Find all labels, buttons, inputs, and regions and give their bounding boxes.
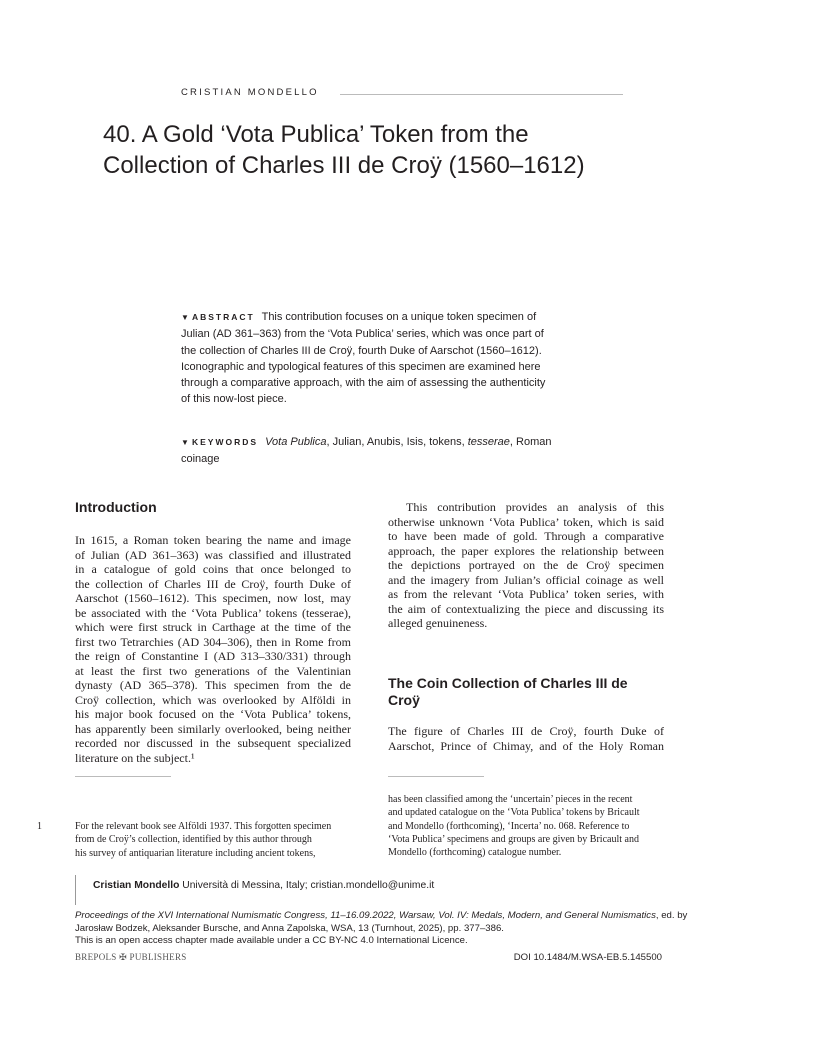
section2-paragraph	[388, 724, 664, 753]
author-running-head: CRISTIAN MONDELLO	[181, 87, 319, 98]
text-line: approach, the paper explores the relationship between	[388, 543, 664, 558]
affiliation-text: Università di Messina, Italy; cristian.mondello@unime.it	[182, 880, 435, 891]
footnote-line: his survey of antiquarian literature including ancient tokens,	[75, 847, 316, 859]
title-line: Collection of Charles III de Croÿ (1560–1612)	[103, 152, 585, 179]
heading-line: Croÿ	[388, 692, 420, 708]
affiliation-bar	[75, 875, 76, 905]
text-line: the collection of Charles III de Croÿ, fourth Duke of	[75, 576, 351, 591]
text-line: and the imagery from Julian’s official coinage as well	[388, 572, 664, 587]
text-line: the aim of contextualizing the piece and discussing its	[388, 601, 664, 616]
footnote-line: from de Croÿ’s collection, identified by this author through	[75, 834, 312, 846]
text-line: which were first struck in Carthage at the time of the	[75, 620, 351, 634]
text-line: Croÿ collection, which was overlooked by Alföldi in	[75, 692, 351, 707]
text-line: recorded nor discussed in the subsequent specialized	[75, 736, 351, 750]
proceedings-ed: , ed. by	[655, 910, 688, 921]
publisher-logo: BREPOLS ✠ PUBLISHERS	[75, 952, 187, 962]
abstract	[181, 309, 553, 408]
text-line: as from the relevant ‘Vota Publica’ token series, with	[388, 587, 664, 601]
author-name: Cristian Mondello	[93, 880, 180, 891]
footnote-line: and Mondello (forthcoming), ‘Incerta’ no. 068. Reference to	[388, 820, 630, 832]
keyword: tesserae	[467, 435, 510, 448]
text-line: The figure of Charles III de Croÿ, fourth Duke of	[388, 724, 664, 738]
footnote-1-continued	[388, 793, 640, 859]
licence-text: This is an open access chapter made available under a CC BY-NC 4.0 International Licence.	[75, 935, 468, 947]
header-rule	[340, 94, 623, 95]
heading-line: The Coin Collection of Charles III de	[388, 675, 628, 691]
text-line: literature on the subject.¹	[75, 750, 195, 765]
footnote-1	[75, 820, 331, 860]
keyword: , Roman coinage	[181, 435, 552, 466]
footnote-line: and updated catalogue on the ‘Vota Publica’ tokens by Bricault	[388, 807, 640, 819]
footnote-line: ‘Vota Publica’ specimens and groups are given by Bricault and	[388, 833, 639, 845]
keyword: Vota Publica	[265, 435, 327, 448]
title-line: 40. A Gold ‘Vota Publica’ Token from the	[103, 121, 529, 148]
triangle-icon: ▼	[181, 437, 189, 447]
keyword: , Julian, Anubis, Isis, tokens,	[326, 435, 468, 448]
text-line: in a catalogue of gold coins that once belonged to	[75, 562, 351, 576]
keywords-label: KEYWORDS	[191, 436, 259, 447]
proceedings-editors: Jarosław Bodzek, Aleksander Bursche, and Anna Zapolska, WSA, 13 (Turnhout, 2025), pp. 377–386.	[75, 922, 504, 934]
text-line: alleged genuineness.	[388, 616, 488, 630]
abstract-block	[181, 309, 553, 467]
text-line: In 1615, a Roman token bearing the name and image	[75, 533, 351, 547]
proceedings-info	[75, 910, 687, 948]
footnote-line: For the relevant book see Alföldi 1937. This forgotten specimen	[75, 821, 332, 832]
text-line: This contribution provides an analysis of this	[406, 500, 664, 514]
author-affiliation	[93, 880, 434, 891]
keywords	[181, 434, 553, 468]
abstract-text: This contribution focuses on a unique token specimen of Julian (AD 361–363) from the ‘Vota Publica’ series, which was once part of the collection of Charles III de Croÿ, fourth Duke of Aarschot (1560–1612). Iconographic and typological features of this specimen are examined here through a comparative approach, with the aim of assessing the authenticity of this now-lost piece.	[181, 311, 546, 406]
text-line: the depictions portrayed on the de Croÿ specimen	[388, 558, 664, 572]
footnote-rule	[388, 776, 484, 777]
text-line: Aarschot, Prince of Chimay, and of the Holy Roman	[388, 738, 664, 753]
footnote-line: Mondello (forthcoming) catalogue number.	[388, 847, 562, 859]
text-line: to have been made of gold. Through a comparative	[388, 529, 664, 543]
section-heading-coin-collection	[388, 675, 628, 709]
text-line: the reign of Constantine I (AD 313–330/331) through	[75, 649, 351, 663]
doi[interactable]: DOI 10.1484/M.WSA-EB.5.145500	[513, 952, 662, 963]
intro-paragraph	[75, 533, 351, 765]
text-line: otherwise unknown ‘Vota Publica’ token, which is said	[388, 514, 664, 529]
right-paragraph	[388, 500, 664, 631]
triangle-icon: ▼	[181, 313, 189, 322]
text-line: has apparently been similarly overlooked, being neither	[75, 721, 351, 736]
text-line: at least the first two generations of the Valentinian	[75, 663, 351, 678]
footnote-number: 1	[37, 821, 42, 832]
text-line: dynasty (AD 365–378). This specimen from the de	[75, 678, 351, 692]
text-line: be associated with the ‘Vota Publica’ tokens (tesserae),	[75, 605, 351, 620]
text-line: his major book focused on the ‘Vota Publica’ tokens,	[75, 707, 351, 721]
abstract-label: ABSTRACT	[191, 312, 255, 322]
proceedings-title: Proceedings of the XVI International Numismatic Congress, 11–16.09.2022, Warsaw, Vol. IV: Medals, Modern, and General Numismatics	[75, 910, 656, 921]
text-line: first two Tetrarchies (AD 304–306), then in Rome from	[75, 634, 351, 649]
text-line: Aarschot (1560–1612). This specimen, now lost, may	[75, 591, 351, 605]
text-line: of Julian (AD 361–363) was classified and illustrated	[75, 547, 351, 562]
footnote-line: has been classified among the ‘uncertain’ pieces in the recent	[388, 794, 633, 805]
chapter-title	[103, 119, 585, 181]
section-heading-introduction: Introduction	[75, 499, 157, 515]
footnote-rule	[75, 776, 171, 777]
